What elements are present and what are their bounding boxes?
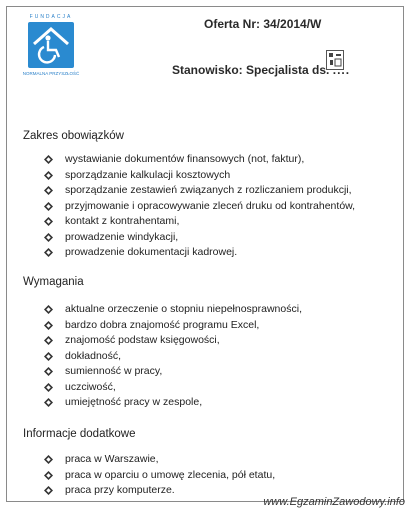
- list-item: [44, 152, 355, 168]
- wheelchair-house-icon: [28, 22, 74, 68]
- list-item-text: prowadzenie windykacji,: [65, 230, 179, 243]
- list-item-text: praca przy komputerze.: [65, 484, 175, 496]
- position-label: Stanowisko: Specjalista ds.: [172, 63, 330, 77]
- list-item: [44, 395, 302, 411]
- list-item-text: przyjmowanie i opracowywanie zleceń druku od kontrahentów,: [65, 199, 356, 212]
- list-item: [44, 468, 275, 484]
- list-item: [44, 245, 355, 261]
- list-item: [44, 333, 302, 349]
- list-item-text: prowadzenie dokumentacji kadrowej.: [65, 246, 238, 258]
- list-item: [44, 168, 355, 184]
- diamond-bullet-icon: [44, 486, 53, 495]
- diamond-bullet-icon: [44, 202, 53, 211]
- foundation-logo: [22, 14, 80, 86]
- section-title-requirements: Wymagania: [23, 276, 84, 288]
- list-item-text: dokładność,: [65, 349, 122, 362]
- offer-number: Oferta Nr: 34/2014/W: [204, 17, 322, 31]
- duties-list: [44, 152, 355, 261]
- list-item: [44, 452, 275, 468]
- diamond-bullet-icon: [44, 471, 53, 480]
- list-item-text: aktualne orzeczenie o stopniu niepełnosprawności,: [65, 303, 302, 315]
- list-item: [44, 183, 355, 199]
- list-item: [44, 483, 275, 499]
- list-item-text: umiejętność pracy w zespole,: [65, 396, 203, 408]
- diamond-bullet-icon: [44, 455, 53, 464]
- logo-bottom-text: NORMALNA PRZYSZŁOŚĆ: [22, 71, 80, 76]
- diamond-bullet-icon: [44, 352, 53, 361]
- section-title-additional-info: Informacje dodatkowe: [23, 428, 136, 440]
- list-item: [44, 302, 302, 318]
- list-item-text: praca w oparciu o umowę zlecenia, pół etatu,: [65, 468, 276, 481]
- list-item: [44, 230, 355, 246]
- diamond-bullet-icon: [44, 186, 53, 195]
- list-item: [44, 199, 355, 215]
- logo-top-text: FUNDACJA: [29, 14, 73, 20]
- list-item-text: sporządzanie zestawień związanych z rozliczaniem produkcji,: [65, 184, 352, 196]
- diamond-bullet-icon: [44, 155, 53, 164]
- diamond-bullet-icon: [44, 336, 53, 345]
- position-value: ....: [332, 63, 351, 77]
- section-title-duties: Zakres obowiązków: [23, 130, 124, 142]
- list-item: [44, 364, 302, 380]
- diamond-bullet-icon: [44, 171, 53, 180]
- requirements-list: [44, 302, 302, 411]
- additional-info-list: [44, 452, 275, 499]
- list-item: [44, 318, 302, 334]
- diamond-bullet-icon: [44, 248, 53, 257]
- list-item: [44, 349, 302, 365]
- diamond-bullet-icon: [44, 217, 53, 226]
- watermark: www.EgzaminZawodowy.info: [263, 496, 405, 508]
- list-item-text: bardzo dobra znajomość programu Excel,: [65, 318, 260, 331]
- diamond-bullet-icon: [44, 321, 53, 330]
- diamond-bullet-icon: [44, 367, 53, 376]
- list-item-text: sumienność w pracy,: [65, 365, 163, 377]
- list-item-text: sporządzanie kalkulacji kosztowych: [65, 168, 231, 181]
- diamond-bullet-icon: [44, 398, 53, 407]
- list-item-text: praca w Warszawie,: [65, 453, 159, 465]
- list-item: [44, 214, 355, 230]
- list-item: [44, 380, 302, 396]
- position-line: [172, 63, 350, 77]
- diamond-bullet-icon: [44, 383, 53, 392]
- list-item-text: znajomość podstaw księgowości,: [65, 334, 220, 346]
- list-item-text: kontakt z kontrahentami,: [65, 215, 180, 227]
- diamond-bullet-icon: [44, 233, 53, 242]
- diamond-bullet-icon: [44, 305, 53, 314]
- list-item-text: wystawianie dokumentów finansowych (not, faktur),: [65, 153, 305, 165]
- list-item-text: uczciwość,: [65, 380, 116, 393]
